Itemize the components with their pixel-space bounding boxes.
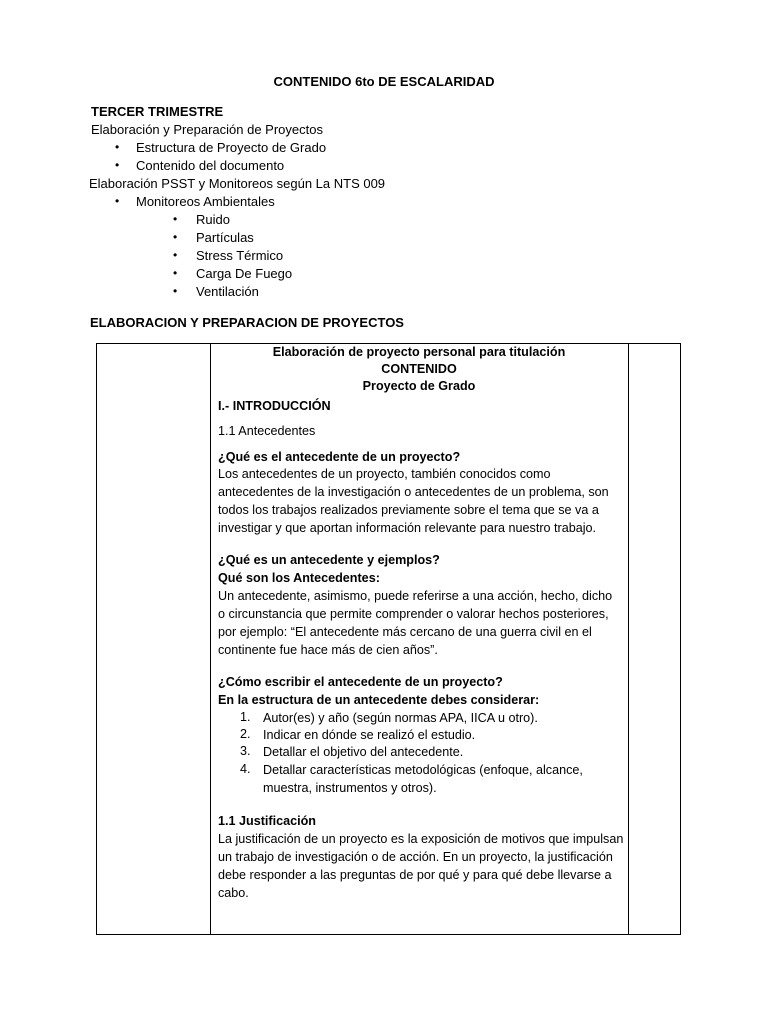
sub-list-item: Stress Térmico — [196, 248, 284, 263]
table-title: Elaboración de proyecto personal para titulación — [272, 345, 566, 359]
numbered-item: Autor(es) y año (según normas APA, IICA u otro). — [263, 711, 538, 725]
table-subtitle: CONTENIDO — [381, 362, 457, 376]
numbered-item: Detallar el objetivo del antecedente. — [263, 745, 464, 759]
paragraph-line: un trabajo de investigación o de acción. En un proyecto, la justificación — [218, 850, 613, 864]
question-subheading: Qué son los Antecedentes: — [218, 571, 380, 585]
bullet-icon: • — [173, 230, 178, 244]
list-number: 1. — [240, 710, 251, 724]
numbered-item-continued: muestra, instrumentos y otros). — [263, 781, 437, 795]
paragraph-line: debe responder a las preguntas de por qué y para qué debe llevarse a — [218, 868, 612, 882]
question-heading: ¿Qué es un antecedente y ejemplos? — [218, 553, 440, 567]
paragraph-line: La justificación de un proyecto es la exposición de motivos que impulsan — [218, 832, 624, 846]
list-item: Estructura de Proyecto de Grado — [136, 140, 327, 155]
section-heading-proyectos: Elaboración y Preparación de Proyectos — [91, 122, 323, 137]
bullet-icon: • — [173, 212, 178, 226]
bullet-icon: • — [115, 140, 120, 154]
bullet-icon: • — [173, 248, 178, 262]
justificacion-heading: 1.1 Justificación — [218, 814, 316, 828]
section-heading-psst: Elaboración PSST y Monitoreos según La NTS 009 — [89, 176, 386, 191]
content-table — [96, 343, 681, 935]
paragraph-line: por ejemplo: “El antecedente más cercano de una guerra civil en el — [218, 625, 592, 639]
bullet-icon: • — [115, 194, 120, 208]
antecedentes-heading: 1.1 Antecedentes — [218, 424, 316, 438]
bullet-icon: • — [115, 158, 120, 172]
paragraph-line: todos los trabajos realizados previamente sobre el tema que se va a — [218, 503, 599, 517]
paragraph-line: antecedentes de la investigación o antecedentes de un problema, son — [218, 485, 609, 499]
paragraph-line: investigar y que aportan información relevante para nuestro trabajo. — [218, 521, 597, 535]
sub-list-item: Partículas — [196, 230, 254, 245]
paragraph-line: o circunstancia que permite comprender o valorar hechos posteriores, — [218, 607, 609, 621]
numbered-item: Detallar características metodológicas (enfoque, alcance, — [263, 763, 583, 777]
intro-heading: I.- INTRODUCCIÓN — [218, 399, 331, 413]
list-item: Monitoreos Ambientales — [136, 194, 275, 209]
sub-list-item: Ventilación — [196, 284, 259, 299]
table-cell-left — [97, 344, 211, 935]
bullet-icon: • — [173, 284, 178, 298]
table-subtitle-2: Proyecto de Grado — [362, 379, 476, 393]
sub-list-item: Carga De Fuego — [196, 266, 293, 281]
trimester-heading: TERCER TRIMESTRE — [91, 104, 224, 119]
numbered-item: Indicar en dónde se realizó el estudio. — [263, 728, 476, 742]
list-number: 4. — [240, 762, 251, 776]
paragraph-line: continente fue hace más de cien años”. — [218, 643, 438, 657]
paragraph-line: Los antecedentes de un proyecto, también conocidos como — [218, 467, 551, 481]
list-number: 2. — [240, 727, 251, 741]
paragraph-line: cabo. — [218, 886, 249, 900]
question-heading: ¿Qué es el antecedente de un proyecto? — [218, 450, 461, 464]
question-subheading: En la estructura de un antecedente debes considerar: — [218, 693, 540, 707]
sub-list-item: Ruido — [196, 212, 230, 227]
table-cell-right — [629, 344, 681, 935]
bullet-icon: • — [173, 266, 178, 280]
section-heading-elaboracion: ELABORACION Y PREPARACION DE PROYECTOS — [90, 315, 404, 330]
list-item: Contenido del documento — [136, 158, 285, 173]
question-heading: ¿Cómo escribir el antecedente de un proyecto? — [218, 675, 503, 689]
paragraph-line: Un antecedente, asimismo, puede referirse a una acción, hecho, dicho — [218, 589, 613, 603]
list-number: 3. — [240, 744, 251, 758]
table-cell-content — [211, 344, 629, 935]
document-title: CONTENIDO 6to DE ESCALARIDAD — [273, 74, 495, 89]
